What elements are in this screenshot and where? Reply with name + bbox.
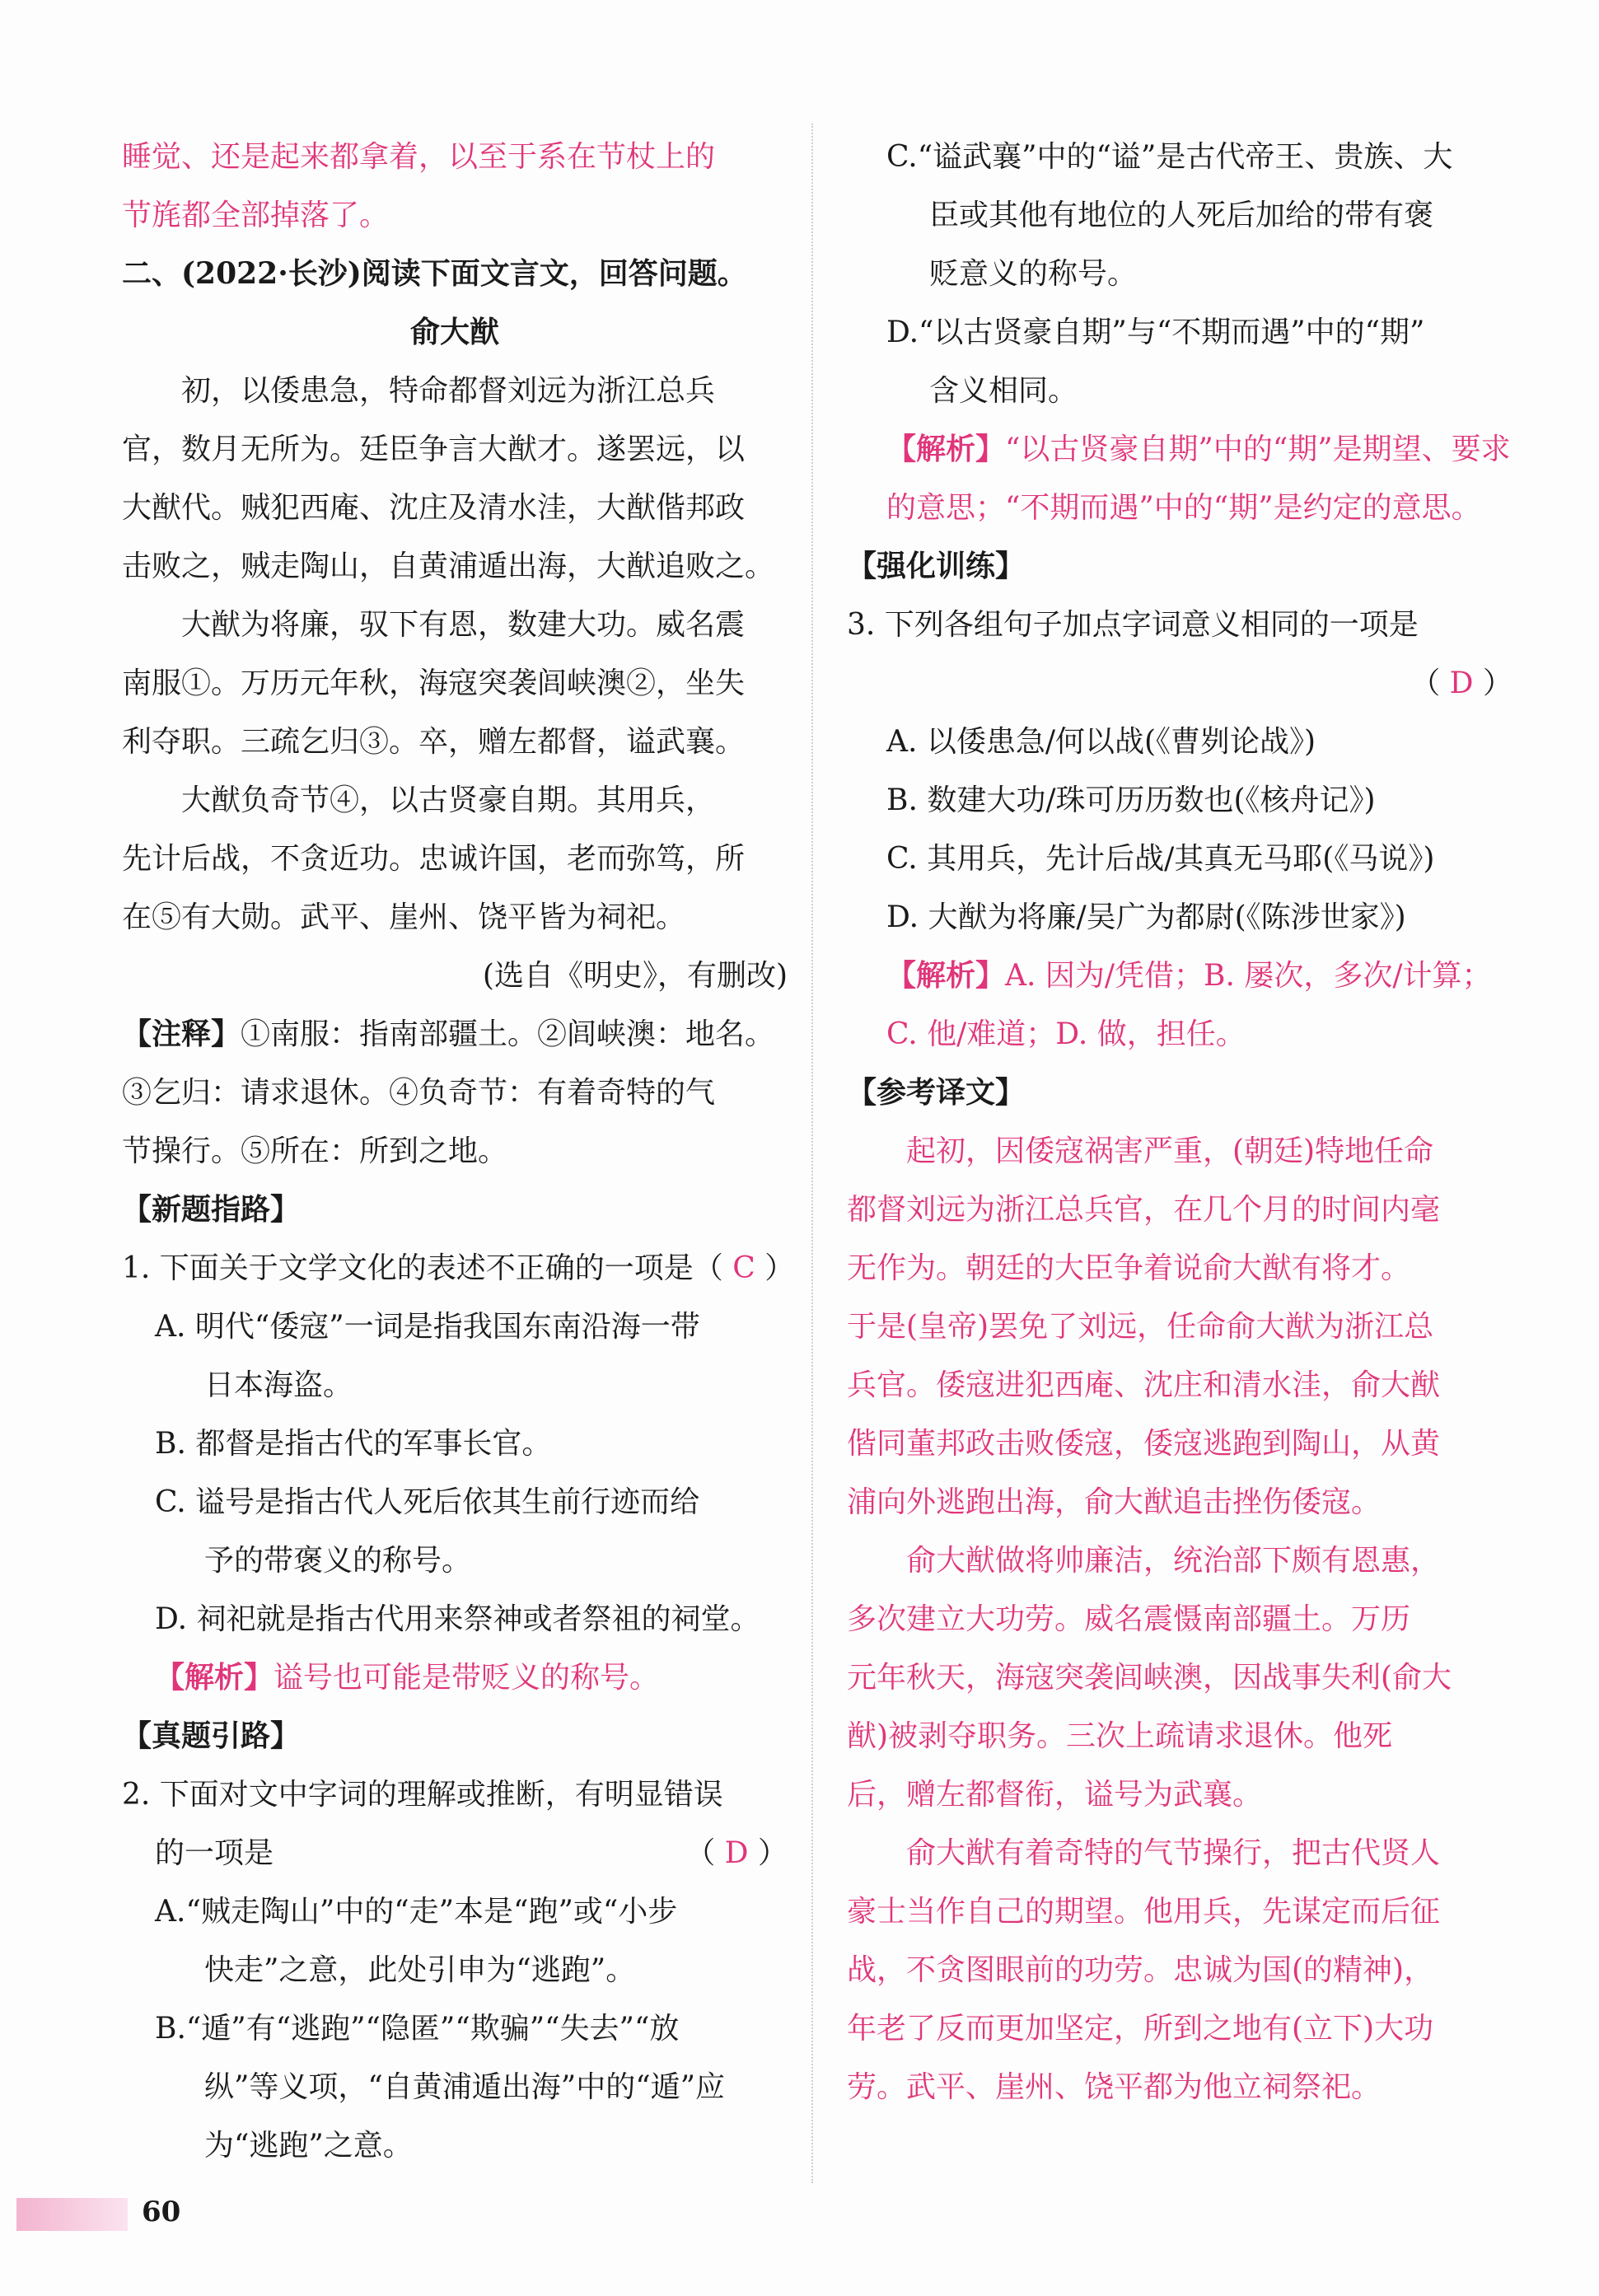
- text-line: [847, 888, 1513, 947]
- line-text: 后，赠左都督衔，谥号为武襄。: [847, 1778, 1263, 1812]
- text-line: [122, 1415, 788, 1473]
- text-line: [847, 303, 1513, 362]
- line-suffix: ）: [764, 1251, 795, 1285]
- text-line: [122, 654, 788, 713]
- line-text: 大猷代。贼犯西庵、沈庄及清水洼，大猷偕邦政: [122, 491, 746, 525]
- line-text: 先计后战，不贪近功。忠诚许国，老而弥笃，所: [122, 842, 746, 876]
- line-text: 豪士当作自己的期望。他用兵，先谋定而后征: [847, 1895, 1441, 1929]
- text-line: [847, 537, 1513, 596]
- line-text: C.“谥武襄”中的“谥”是古代帝王、贵族、大: [886, 140, 1453, 174]
- text-line: [847, 1473, 1513, 1531]
- line-text: 击败之，贼走陶山，自黄浦遁出海，大猷追败之。: [122, 549, 775, 583]
- text-line: [847, 1531, 1513, 1590]
- line-text: A. 因为/凭借；B. 屡次，多次/计算；: [1005, 959, 1492, 993]
- text-line: [122, 1648, 788, 1707]
- text-line: [847, 420, 1513, 479]
- line-text: 年老了反而更加坚定，所到之地有(立下)大功: [847, 2012, 1434, 2046]
- text-line: [122, 1239, 795, 1298]
- text-line: [847, 1356, 1513, 1415]
- line-text: 快走”之意，此处引申为“逃跑”。: [204, 1953, 636, 1987]
- section-tag: 【真题引路】: [122, 1719, 301, 1753]
- text-line: [122, 1765, 788, 1824]
- line-text: D. 大猷为将廉/吴广为都尉(《陈涉世家》): [886, 900, 1406, 934]
- line-text: 日本海盗。: [204, 1368, 353, 1402]
- text-line: [847, 947, 1513, 1005]
- text-line: [122, 596, 788, 654]
- line-text: A.“贼走陶山”中的“走”本是“跑”或“小步: [155, 1895, 678, 1929]
- line-text: 的一项是: [155, 1836, 274, 1870]
- text-line: [847, 1005, 1513, 1064]
- line-text: 1. 下面关于文学文化的表述不正确的一项是（: [122, 1251, 723, 1285]
- line-text: 大猷负奇节④，以古贤豪自期。其用兵，: [181, 783, 716, 817]
- line-text: 劳。武平、崖州、饶平都为他立祠祭祀。: [847, 2070, 1382, 2104]
- text-line: [122, 128, 788, 186]
- line-text: 官，数月无所为。廷臣争言大猷才。遂罢远，以: [122, 433, 746, 466]
- line-text: A. 明代“倭寇”一词是指我国东南沿海一带: [155, 1310, 700, 1344]
- line-text: 为“逃跑”之意。: [204, 2129, 413, 2163]
- line-text: 无作为。朝廷的大臣争着说俞大猷有将才。: [847, 1251, 1411, 1285]
- section-tag: 【解析】: [886, 959, 1006, 993]
- text-line: [122, 947, 788, 1005]
- line-text: A. 以倭患急/何以战(《曹刿论战》): [886, 725, 1316, 759]
- line-text: B. 数建大功/珠可历历数也(《核舟记》): [886, 783, 1376, 817]
- line-text: “以古贤豪自期”中的“期”是期望、要求: [1005, 433, 1511, 466]
- line-text: (选自《明史》，有删改): [482, 959, 788, 993]
- line-text: 予的带褒义的称号。: [204, 1544, 472, 1578]
- line-text: 初，以倭患急，特命都督刘远为浙江总兵: [181, 374, 716, 408]
- text-line: [847, 1999, 1513, 2058]
- text-line: [847, 362, 1513, 420]
- line-text: 浦向外逃跑出海，俞大猷追击挫伤倭寇。: [847, 1485, 1382, 1519]
- line-text: 于是(皇帝)罢免了刘远，任命俞大猷为浙江总: [847, 1310, 1434, 1344]
- line-text: 节旄都全部掉落了。: [122, 199, 390, 232]
- line-text: C. 他/难道；D. 做，担任。: [886, 1017, 1246, 1051]
- answer-mark: （ D ）: [1410, 666, 1513, 700]
- line-text: 2. 下面对文中字词的理解或推断，有明显错误: [122, 1778, 723, 1812]
- answer-mark: C: [732, 1251, 755, 1285]
- text-line: [847, 1590, 1513, 1648]
- text-line: [847, 1064, 1513, 1122]
- footer-accent-bar: [16, 2198, 128, 2231]
- line-text: 大猷为将廉，驭下有恩，数建大功。威名震: [181, 608, 746, 642]
- text-line: [122, 1356, 788, 1415]
- text-line: [847, 771, 1513, 830]
- section-tag: 【解析】: [886, 433, 1006, 466]
- line-text: C. 其用兵，先计后战/其真无马耶(《马说》): [886, 842, 1435, 876]
- line-text: 利夺职。三疏乞归③。卒，赠左都督，谥武襄。: [122, 725, 746, 759]
- line-text: 元年秋天，海寇突袭闾峡澳，因战事失利(俞大: [847, 1661, 1452, 1695]
- line-text: B. 都督是指古代的军事长官。: [155, 1427, 552, 1461]
- line-text: 节操行。⑤所在：所到之地。: [122, 1134, 508, 1168]
- text-line: [122, 420, 788, 479]
- text-line: [847, 1122, 1513, 1181]
- text-line: [122, 771, 788, 830]
- text-line: [847, 128, 1513, 186]
- text-line: [122, 1882, 788, 1941]
- line-text: 俞大猷做将帅廉洁，统治部下颇有恩惠，: [906, 1544, 1441, 1578]
- text-line: [122, 1122, 788, 1181]
- line-text: 含义相同。: [929, 374, 1078, 408]
- line-text: C. 谥号是指古代人死后依其生前行迹而给: [155, 1485, 700, 1519]
- text-line: [847, 1941, 1513, 1999]
- text-line: [122, 479, 788, 537]
- text-line: [847, 1298, 1513, 1356]
- text-line: [847, 654, 1513, 713]
- text-line: [847, 596, 1513, 654]
- text-line: [847, 1415, 1513, 1473]
- line-text: 谥号也可能是带贬义的称号。: [274, 1661, 660, 1695]
- line-text: D.“以古贤豪自期”与“不期而遇”中的“期”: [886, 316, 1425, 349]
- text-line: [122, 888, 788, 947]
- line-text: 战，不贪图眼前的功劳。忠诚为国(的精神)，: [847, 1953, 1434, 1987]
- text-line: [122, 1707, 788, 1765]
- text-line: [122, 303, 788, 362]
- line-text: D. 祠祀就是指古代用来祭神或者祭祖的祠堂。: [155, 1602, 760, 1636]
- line-text: 纵”等义项，“自黄浦遁出海”中的“遁”应: [204, 2070, 726, 2104]
- line-text: 贬意义的称号。: [929, 257, 1138, 291]
- line-text: 兵官。倭寇进犯西庵、沈庄和清水洼，俞大猷: [847, 1368, 1441, 1402]
- text-line: [847, 1239, 1513, 1298]
- text-line: [122, 1005, 788, 1064]
- section-tag: 【参考译文】: [847, 1076, 1026, 1110]
- section-tag: 【解析】: [155, 1661, 274, 1695]
- page-number: 60: [142, 2195, 181, 2228]
- line-text: 3. 下列各组句子加点字词意义相同的一项是: [847, 608, 1419, 642]
- text-line: [122, 2116, 788, 2175]
- text-line: [847, 1765, 1513, 1824]
- line-text: 睡觉、还是起来都拿着，以至于系在节杖上的: [122, 140, 716, 174]
- column-divider: [811, 124, 813, 2183]
- text-line: [122, 537, 788, 596]
- text-line: [847, 1181, 1513, 1239]
- text-line: [847, 1707, 1513, 1765]
- left-column: [122, 128, 795, 2175]
- line-text: ③乞归：请求退休。④负奇节：有着奇特的气: [122, 1076, 716, 1110]
- text-line: [847, 479, 1513, 537]
- text-line: [847, 2058, 1513, 2116]
- line-text: 的意思；“不期而遇”中的“期”是约定的意思。: [886, 491, 1481, 525]
- line-text: 南服①。万历元年秋，海寇突袭闾峡澳②，坐失: [122, 666, 746, 700]
- line-text: B.“遁”有“逃跑”“隐匿”“欺骗”“失去”“放: [155, 2012, 680, 2046]
- text-line: [122, 713, 788, 771]
- section-tag: 【注释】: [122, 1017, 241, 1051]
- text-line: [847, 245, 1513, 303]
- text-line: [122, 830, 788, 888]
- text-line: [122, 1181, 788, 1239]
- text-line: [122, 186, 788, 245]
- text-line: [122, 1590, 788, 1648]
- text-line: [122, 1298, 788, 1356]
- text-line: [122, 245, 788, 303]
- line-text: 臣或其他有地位的人死后加给的带有褒: [929, 199, 1434, 232]
- text-line: [847, 830, 1513, 888]
- line-text: 俞大猷: [409, 315, 499, 349]
- text-line: [122, 1941, 788, 1999]
- right-column: [847, 128, 1513, 2116]
- line-text: 起初，因倭寇祸害严重，(朝廷)特地任命: [906, 1134, 1434, 1168]
- line-text: 多次建立大功劳。威名震慑南部疆土。万历: [847, 1602, 1411, 1636]
- text-line: [122, 362, 788, 420]
- text-line: [122, 1824, 788, 1882]
- text-line: [122, 1473, 788, 1531]
- section-tag: 【新题指路】: [122, 1193, 301, 1227]
- text-line: [122, 1064, 788, 1122]
- text-line: [847, 713, 1513, 771]
- text-line: [847, 1824, 1513, 1882]
- text-line: [847, 1882, 1513, 1941]
- section-tag: 【强化训练】: [847, 549, 1026, 583]
- text-line: [122, 1999, 788, 2058]
- text-line: [847, 1648, 1513, 1707]
- text-line: [122, 2058, 788, 2116]
- line-text: 二、(2022·长沙)阅读下面文言文，回答问题。: [122, 256, 747, 291]
- line-text: 在⑤有大勋。武平、崖州、饶平皆为祠祀。: [122, 900, 686, 934]
- answer-mark: （ D ）: [685, 1836, 788, 1870]
- text-line: [122, 1531, 788, 1590]
- line-text: 俞大猷有着奇特的气节操行，把古代贤人: [906, 1836, 1441, 1870]
- text-line: [847, 186, 1513, 245]
- line-text: ①南服：指南部疆土。②闾峡澳：地名。: [241, 1017, 775, 1051]
- line-text: 都督刘远为浙江总兵官，在几个月的时间内毫: [847, 1193, 1441, 1227]
- line-text: 偕同董邦政击败倭寇，倭寇逃跑到陶山，从黄: [847, 1427, 1441, 1461]
- line-text: 猷)被剥夺职务。三次上疏请求退休。他死: [847, 1719, 1393, 1753]
